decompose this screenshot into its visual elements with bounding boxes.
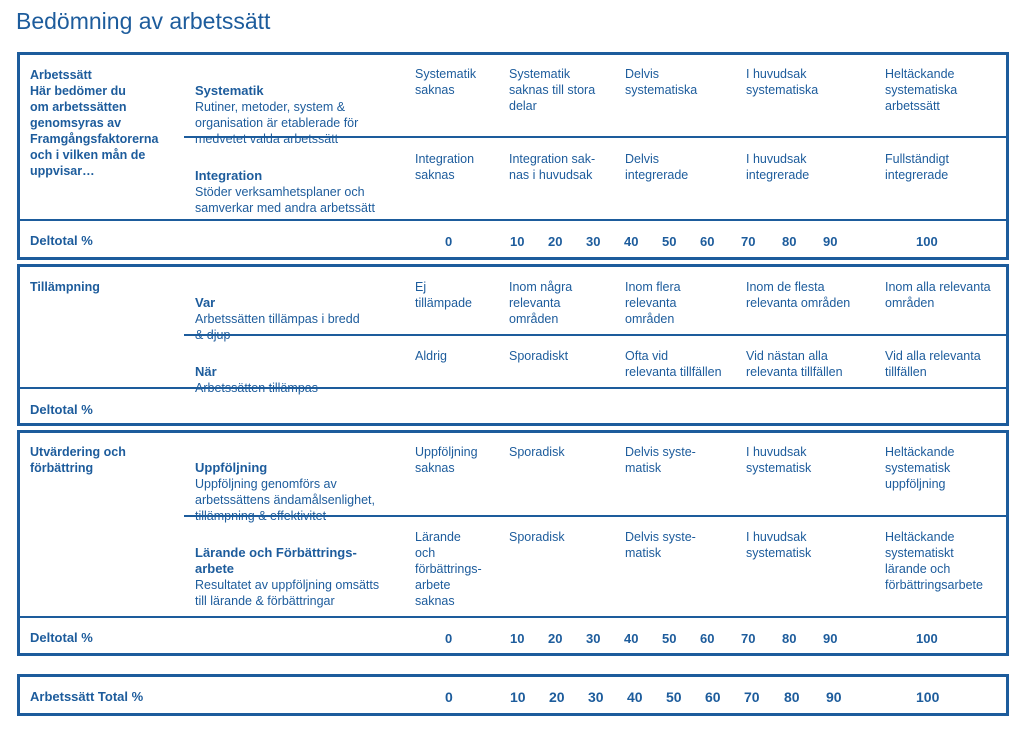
level-cell: I huvudsak systematiska <box>746 67 819 97</box>
level-cell: Sporadisk <box>509 530 565 544</box>
level-cell: I huvudsak systematisk <box>746 530 812 560</box>
level-cell: Delvis syste- matisk <box>625 530 696 560</box>
page-title: Bedömning av arbetssätt <box>16 8 271 34</box>
scale-value: 10 <box>510 631 525 646</box>
criterion-var <box>195 279 360 343</box>
subtotal-label: Deltotal % <box>30 233 93 248</box>
scale-value: 60 <box>705 689 721 705</box>
subtotal-divider <box>17 219 1009 221</box>
level-cell: Uppföljning saknas <box>415 445 478 475</box>
tillampning-label: Tillämpning <box>30 280 100 294</box>
criterion-description: Resultatet av uppföljning omsätts till lärande & förbättringar <box>195 578 380 608</box>
total-label: Arbetssätt Total % <box>30 689 144 704</box>
arbetssatt-label: Arbetssätt Här bedömer du om arbetssätten genomsyras av Framgångsfaktorerna och i vilken mån de uppvisar… <box>30 68 159 178</box>
scale-value: 60 <box>700 234 715 249</box>
scale-value: 50 <box>662 631 677 646</box>
level-cell: Integration saknas <box>415 152 475 182</box>
criterion-heading: När <box>195 364 217 379</box>
scale-value: 60 <box>700 631 715 646</box>
level-cell: Vid alla relevanta tillfällen <box>885 349 981 379</box>
level-cell: Sporadisk <box>509 445 565 459</box>
level-cell: I huvudsak systematisk <box>746 445 812 475</box>
level-cell: Lärande och förbättrings- arbete saknas <box>415 530 482 608</box>
scale-value: 50 <box>662 234 677 249</box>
scale-value: 0 <box>445 689 453 705</box>
subtotal-label: Deltotal % <box>30 402 93 417</box>
level-cell: Delvis syste- matisk <box>625 445 696 475</box>
scale-value: 80 <box>784 689 800 705</box>
scale-value: 90 <box>823 631 838 646</box>
scale-value: 0 <box>445 234 453 249</box>
criterion-heading: Integration <box>195 168 263 183</box>
scale-value: 30 <box>588 689 604 705</box>
criterion-description: Stöder verksamhetsplaner och samverkar med andra arbetssätt <box>195 185 375 215</box>
scale-value: 30 <box>586 631 601 646</box>
scale-value: 40 <box>624 234 639 249</box>
level-cell: Systematik saknas <box>415 67 477 97</box>
criterion-description: Rutiner, metoder, system & organisation är etablerade för medvetet valda arbetssätt <box>195 100 359 146</box>
scale-value: 80 <box>782 234 797 249</box>
level-cell: Inom de flesta relevanta områden <box>746 280 851 310</box>
scale-value: 30 <box>586 234 601 249</box>
level-cell: Heltäckande systematiskt lärande och förbättringsarbete <box>885 530 983 592</box>
level-cell: Inom flera relevanta områden <box>625 280 681 326</box>
scale-value: 100 <box>916 689 940 705</box>
level-cell: Delvis systematiska <box>625 67 698 97</box>
criterion-heading: Uppföljning <box>195 460 268 475</box>
level-cell: Heltäckande systematisk uppföljning <box>885 445 955 491</box>
scale-value: 70 <box>741 631 756 646</box>
level-cell: Ej tillämpade <box>415 280 472 310</box>
criterion-systematik <box>195 67 358 147</box>
level-cell: Ofta vid relevanta tillfällen <box>625 349 722 379</box>
level-cell: Vid nästan alla relevanta tillfällen <box>746 349 843 379</box>
scale-value: 70 <box>741 234 756 249</box>
scale-value: 90 <box>826 689 842 705</box>
level-cell: Delvis integrerade <box>625 152 689 182</box>
scale-value: 40 <box>627 689 643 705</box>
criterion-uppfoljning <box>195 444 375 524</box>
criterion-heading: Var <box>195 295 216 310</box>
level-cell: I huvudsak integrerade <box>746 152 810 182</box>
criterion-larande <box>195 529 379 609</box>
scale-value: 100 <box>916 631 938 646</box>
scale-value: 100 <box>916 234 938 249</box>
scale-value: 10 <box>510 689 526 705</box>
subtotal-divider <box>17 616 1009 618</box>
criterion-integration <box>195 152 375 216</box>
level-cell: Integration sak- nas i huvudsak <box>509 152 596 182</box>
scale-value: 70 <box>744 689 760 705</box>
criterion-heading: Systematik <box>195 83 264 98</box>
level-cell: Aldrig <box>415 349 447 363</box>
scale-value: 0 <box>445 631 453 646</box>
level-cell: Fullständigt integrerade <box>885 152 949 182</box>
scale-value: 10 <box>510 234 525 249</box>
scale-value: 80 <box>782 631 797 646</box>
scale-value: 40 <box>624 631 639 646</box>
subtotal-label: Deltotal % <box>30 630 93 645</box>
criterion-nar <box>195 348 318 396</box>
scale-value: 20 <box>548 631 563 646</box>
level-cell: Heltäckande systematiska arbetssätt <box>885 67 958 113</box>
criterion-description: Uppföljning genomförs av arbetssättens ändamålsenlighet, tillämpning & effektivitet <box>195 477 375 523</box>
criterion-description: Arbetssätten tillämpas i bredd & djup <box>195 312 360 342</box>
level-cell: Inom några relevanta områden <box>509 280 573 326</box>
scale-value: 50 <box>666 689 682 705</box>
level-cell: Inom alla relevanta områden <box>885 280 991 310</box>
scale-value: 20 <box>548 234 563 249</box>
level-cell: Systematik saknas till stora delar <box>509 67 596 113</box>
utvardering-label: Utvärdering och förbättring <box>30 445 126 475</box>
criterion-description: Arbetssätten tillämpas <box>195 381 318 395</box>
scale-value: 90 <box>823 234 838 249</box>
criterion-heading: Lärande och Förbättrings- arbete <box>195 545 357 576</box>
scale-value: 20 <box>549 689 565 705</box>
level-cell: Sporadiskt <box>509 349 569 363</box>
subtotal-divider <box>17 387 1009 389</box>
